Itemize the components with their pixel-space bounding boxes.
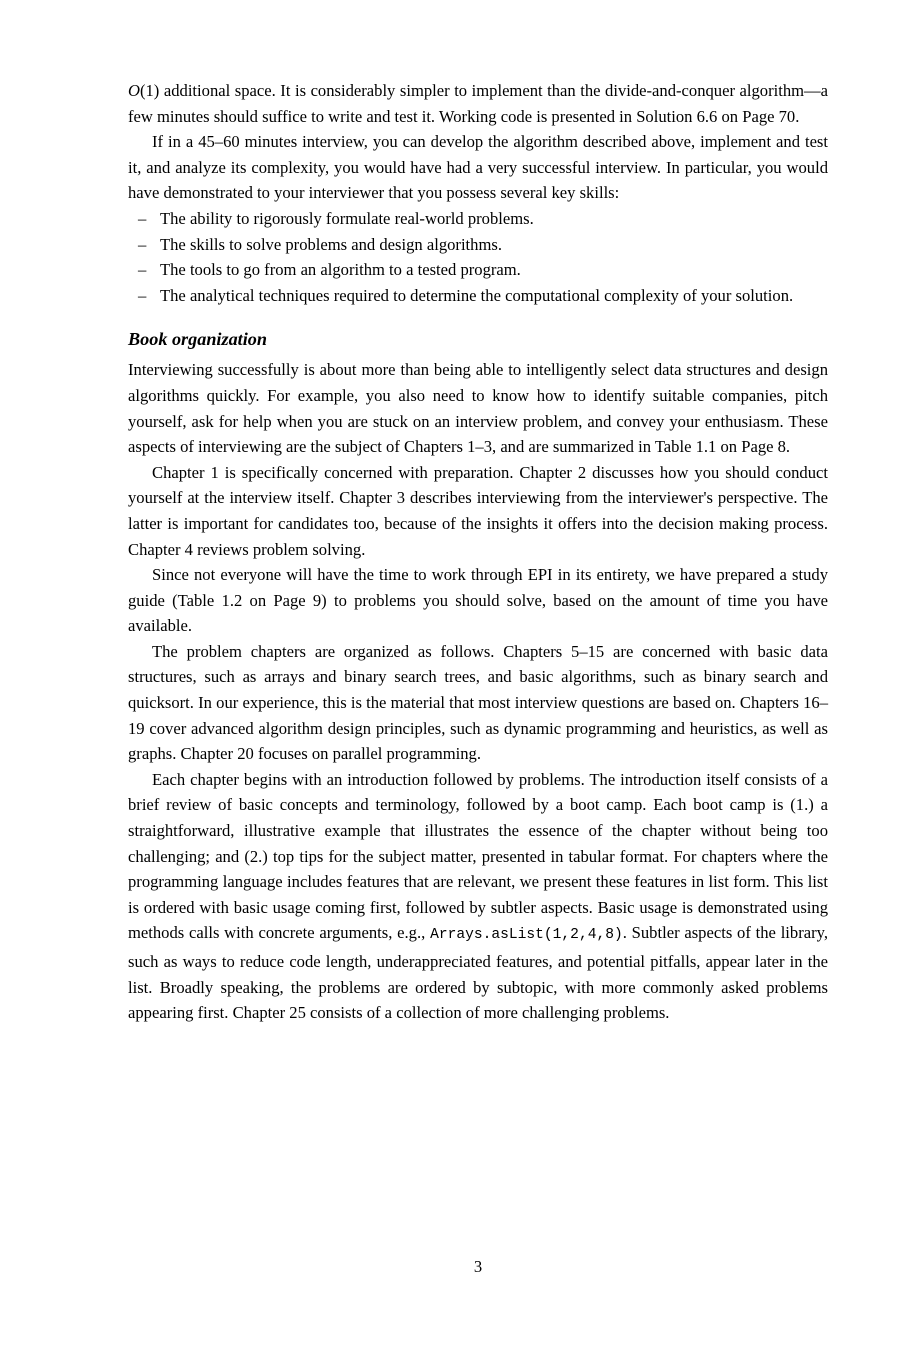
list-item: [128, 283, 828, 309]
key-skills-list: [128, 206, 828, 308]
page-number: 3: [473, 1257, 483, 1276]
paragraph-problem-chapters: The problem chapters are organized as follows. Chapters 5–15 are concerned with basic data structures, such as arrays and binary search trees, and basic algorithms, such as binary search and quicksort. In our experience, this is the material that most interview questions are based on. Chapters 16–19 cover advanced algorithm design principles, such as dynamic programming and heuristics, as well as graphs. Chapter 20 focuses on parallel programming.: [128, 641, 828, 764]
paragraph-chapter-structure: [128, 767, 828, 1026]
paragraph-intro: [128, 78, 828, 129]
dash-marker: –: [138, 234, 147, 254]
paragraph-intro-text: (1) additional space. It is considerably simpler to implement than the divide-and-conquer algorithm—a few minutes should suffice to write and test it. Working code is presented in Solution 6.6 on Page 70.: [128, 81, 828, 126]
page-content: [128, 78, 828, 1276]
list-item: [128, 257, 828, 283]
dash-marker: –: [138, 285, 147, 305]
paragraph-interview-success: If in a 45–60 minutes interview, you can develop the algorithm described above, implement and test it, and analyze its complexity, you would have had a very successful interview. In particular, you would have demonstrated to your interviewer that you possess several key skills:: [128, 132, 828, 203]
paragraph-interviewing-successfully: Interviewing successfully is about more than being able to intelligently select data structures and design algorithms quickly. For example, you also need to know how to identify suitable companies, pitch yourself, ask for help when you are stuck on an interview problem, and convey your enthusiasm. These aspects of interviewing are the subject of Chapters 1–3, and are summarized in Table 1.1 on Page 8.: [128, 360, 828, 457]
paragraph-chapter-structure-part2: . Subtler aspects of the library, such as ways to reduce code length, underappreciated features, and potential pitfalls, appear later in the list. Broadly speaking, the problems are ordered by subtopic, with more commonly asked problems appearing first. Chapter 25 consists of a collection of more challenging problems.: [128, 923, 828, 1023]
dash-marker: –: [138, 260, 147, 280]
list-item-label: The skills to solve problems and design algorithms.: [160, 234, 502, 254]
paragraph-study-guide: Since not everyone will have the time to work through EPI in its entirety, we have prepared a study guide (Table 1.2 on Page 9) to problems you should solve, based on the amount of time you have available.: [128, 565, 828, 636]
list-item: [128, 232, 828, 258]
math-symbol-o: O: [128, 81, 140, 100]
list-item-label: The analytical techniques required to determine the computational complexity of your solution.: [160, 285, 794, 305]
section-heading-book-organization: Book organization: [128, 329, 267, 350]
paragraph-chapter-overview: Chapter 1 is specifically concerned with preparation. Chapter 2 discusses how you should conduct yourself at the interview itself. Chapter 3 describes interviewing from the interviewer's perspective. The latter is important for candidates too, because of the insights it offers into the decision making process. Chapter 4 reviews problem solving.: [128, 462, 828, 559]
paragraph-chapter-structure-part1: Each chapter begins with an introduction followed by problems. The introduction itself consists of a brief review of basic concepts and terminology, followed by a boot camp. Each boot camp is (1.) a straightforward, illustrative example that illustrates the essence of the chapter without being too challenging; and (2.) top tips for the subject matter, presented in tabular format. For chapters where the programming language includes features that are relevant, we present these features in list form. This list is ordered with basic usage coming first, followed by subtler aspects. Basic usage is demonstrated using methods calls with concrete arguments, e.g.,: [128, 769, 828, 943]
list-item: [128, 206, 828, 232]
code-snippet-arrays-aslist: Arrays.asList(1,2,4,8): [430, 927, 623, 944]
list-item-label: The ability to rigorously formulate real-world problems.: [160, 208, 534, 228]
list-item-label: The tools to go from an algorithm to a tested program.: [160, 260, 521, 280]
dash-marker: –: [138, 208, 147, 228]
